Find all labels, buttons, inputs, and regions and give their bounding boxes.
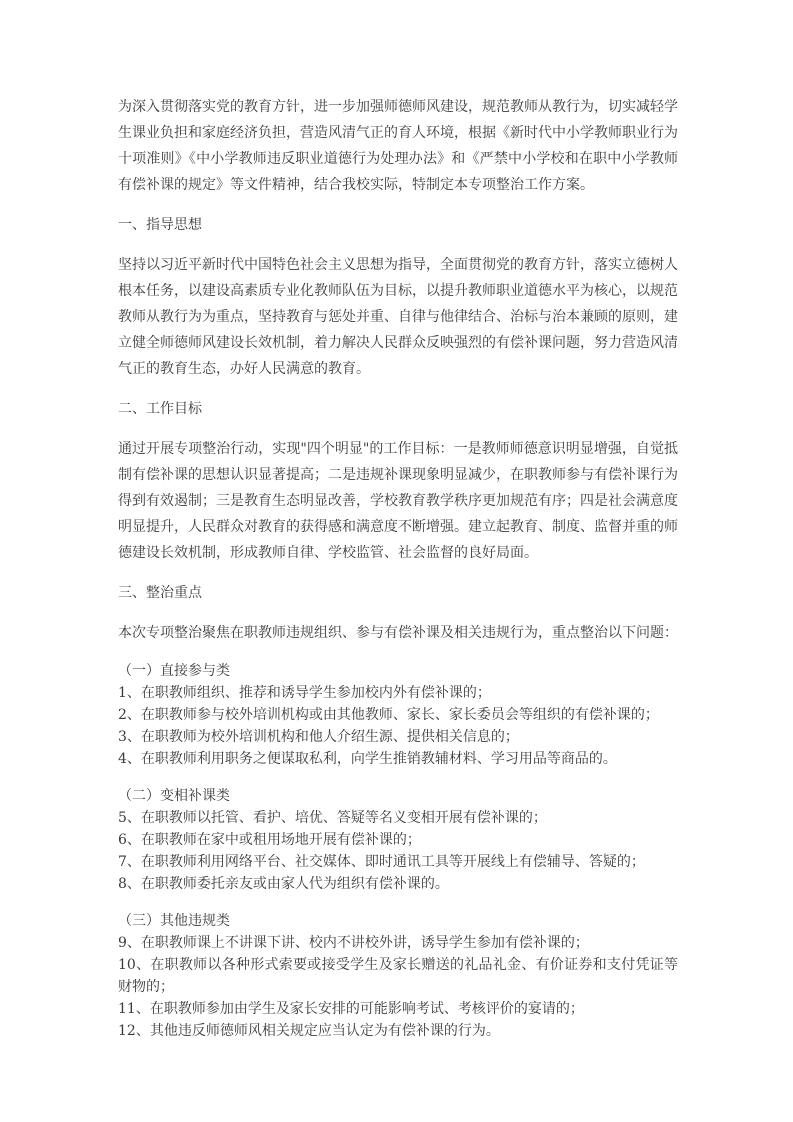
section-heading-work-goals: 二、工作目标 <box>118 401 202 417</box>
section-heading-guiding-ideology: 一、指导思想 <box>118 217 202 233</box>
group-subheading: （三）其他违规类 <box>118 913 230 929</box>
group-subheading: （一）直接参与类 <box>118 663 230 679</box>
list-item: 10、在职教师以各种形式索要或接受学生及家长赠送的礼品礼金、有价证券和支付凭证等财物的； <box>118 957 678 995</box>
document-body <box>118 94 678 1057</box>
list-item: 9、在职教师课上不讲课下讲、校内不讲校外讲，诱导学生参加有偿补课的； <box>118 935 589 951</box>
section-paragraph-work-goals: 通过开展专项整治行动，实现"四个明显"的工作目标：一是教师师德意识明显增强，自觉抵制有偿补课的思想认识显著提高；二是违规补课现象明显减少，在职教师参与有偿补课行为得到有效遏制；三是教育生态明显改善，学校教育教学秩序更加规范有序；四是社会满意度明显提升，人民群众对教育的获得感和满意度不断增强。建立起教育、制度、监督并重的师德建设长效机制，形成教师自律、学校监管、社会监督的良好局面。 <box>118 441 678 561</box>
intro-paragraph: 为深入贯彻落实党的教育方针，进一步加强师德师风建设，规范教师从教行为，切实减轻学生课业负担和家庭经济负担，营造风清气正的育人环境，根据《新时代中小学教师职业行为十项准则》《中小学教师违反职业道德行为处理办法》和《严禁中小学校和在职中小学教师有偿补课的规定》等文件精神，结合我校实际，特制定本专项整治工作方案。 <box>118 99 678 193</box>
list-item: 3、在职教师为校外培训机构和他人介绍生源、提供相关信息的； <box>118 729 519 745</box>
group-subheading: （二）变相补课类 <box>118 788 230 804</box>
list-item: 1、在职教师组织、推荐和诱导学生参加校内外有偿补课的； <box>118 685 491 701</box>
violation-group-other-violations <box>118 910 678 1042</box>
list-item: 11、在职教师参加由学生及家长安排的可能影响考试、考核评价的宴请的； <box>118 1001 584 1017</box>
list-item: 2、在职教师参与校外培训机构或由其他教师、家长、家长委员会等组织的有偿补课的； <box>118 707 659 723</box>
list-item: 12、其他违反师德师风相关规定应当认定为有偿补课的行为。 <box>118 1023 500 1039</box>
section-paragraph-rectification-focus: 本次专项整治聚焦在职教师违规组织、参与有偿补课及相关违规行为，重点整治以下问题： <box>118 625 678 641</box>
list-item: 8、在职教师委托亲友或由家人代为组织有偿补课的。 <box>118 876 449 892</box>
list-item: 4、在职教师利用职务之便谋取私利，向学生推销教辅材料、学习用品等商品的。 <box>118 751 617 767</box>
list-item: 7、在职教师利用网络平台、社交媒体、即时通讯工具等开展线上有偿辅导、答疑的； <box>118 854 645 870</box>
section-heading-rectification-focus: 三、整治重点 <box>118 585 202 601</box>
violation-group-direct-participation <box>118 660 678 770</box>
violation-group-disguised-tutoring <box>118 785 678 895</box>
section-paragraph-guiding-ideology: 坚持以习近平新时代中国特色社会主义思想为指导，全面贯彻党的教育方针，落实立德树人根本任务，以建设高素质专业化教师队伍为目标，以提升教师职业道德水平为核心，以规范教师从教行为为重点，坚持教育与惩处并重、自律与他律结合、治标与治本兼顾的原则，建立健全师德师风建设长效机制，着力解决人民群众反映强烈的有偿补课问题，努力营造风清气正的教育生态，办好人民满意的教育。 <box>118 257 678 377</box>
list-item: 6、在职教师在家中或租用场地开展有偿补课的； <box>118 832 421 848</box>
list-item: 5、在职教师以托管、看护、培优、答疑等名义变相开展有偿补课的； <box>118 810 547 826</box>
